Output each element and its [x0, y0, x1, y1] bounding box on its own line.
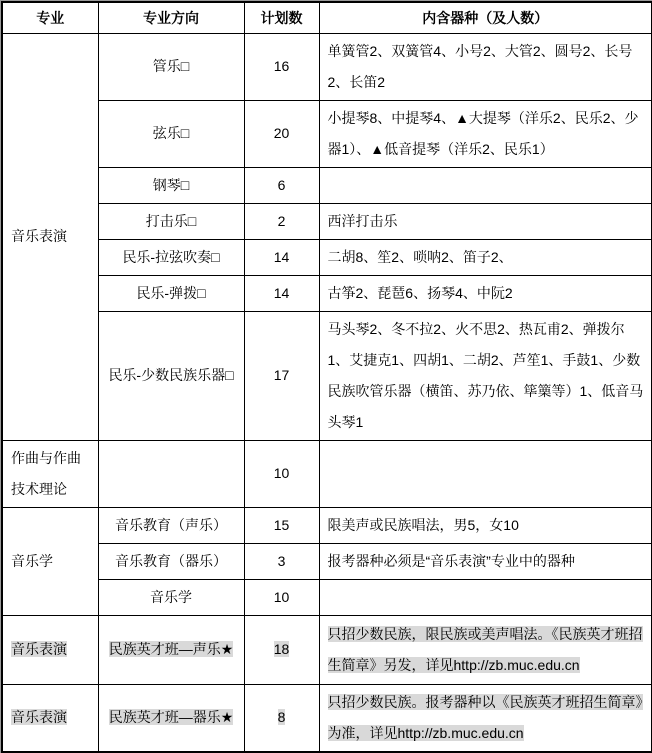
table-row: [2, 543, 652, 579]
highlighted-text: 只招少数民族，限民族或美声唱法。《民族英才班招生简章》另发，详见http://zb.muc.edu.cn: [327, 625, 643, 673]
table-row: [2, 275, 652, 311]
highlighted-text: 音乐表演: [11, 641, 67, 657]
detail-cell: [319, 615, 652, 684]
header-detail: 内含器种（及人数）: [319, 2, 652, 33]
highlighted-text: 只招少数民族。报考器种以《民族英才班招生简章》为准，详见http://zb.muc.edu.cn: [327, 693, 643, 741]
detail-cell: 古筝2、琵琶6、扬琴4、中阮2: [319, 275, 652, 311]
direction-cell: 音乐教育（声乐）: [98, 507, 244, 543]
direction-cell: 民乐-拉弦吹奏□: [98, 239, 244, 275]
highlighted-text: 18: [273, 641, 290, 657]
highlighted-text: 民族英才班—声乐★: [108, 641, 234, 657]
table-row: [2, 311, 652, 440]
detail-cell: 马头琴2、冬不拉2、火不思2、热瓦甫2、弹拨尔1、艾捷克1、四胡1、二胡2、芦笙1、手鼓1、少数民族吹管乐器（横笛、苏乃依、筚篥等）1、低音马头琴1: [319, 311, 652, 440]
header-plan: 计划数: [244, 2, 319, 33]
table-row: [2, 203, 652, 239]
direction-cell: 弦乐□: [98, 100, 244, 167]
direction-cell: [98, 440, 244, 507]
header-major: 专业: [2, 2, 98, 33]
detail-cell: 报考器种必须是“音乐表演”专业中的器种: [319, 543, 652, 579]
direction-cell: 民乐-弹拨□: [98, 275, 244, 311]
plan-cell: 17: [244, 311, 319, 440]
direction-cell: 管乐□: [98, 33, 244, 100]
table-row: [2, 33, 652, 100]
plan-cell: 6: [244, 167, 319, 203]
header-direction: 专业方向: [98, 2, 244, 33]
plan-cell: 10: [244, 579, 319, 615]
direction-cell: 音乐教育（器乐）: [98, 543, 244, 579]
table-row: [2, 239, 652, 275]
table-row: [2, 167, 652, 203]
highlighted-text: 民族英才班—器乐★: [108, 709, 234, 725]
detail-cell: 小提琴8、中提琴4、▲大提琴（洋乐2、民乐2、少器1）、▲低音提琴（洋乐2、民乐1）: [319, 100, 652, 167]
major-cell-music-performance: 音乐表演: [2, 33, 98, 440]
table-row: [2, 684, 652, 752]
detail-cell: 西洋打击乐: [319, 203, 652, 239]
plan-cell: 14: [244, 275, 319, 311]
plan-cell: 10: [244, 440, 319, 507]
detail-cell: 单簧管2、双簧管4、小号2、大管2、圆号2、长号2、长笛2: [319, 33, 652, 100]
table-row: [2, 440, 652, 507]
table-row: [2, 615, 652, 684]
major-cell-talent-instrumental: [2, 684, 98, 752]
direction-cell: 打击乐□: [98, 203, 244, 239]
plan-cell: 20: [244, 100, 319, 167]
plan-cell: 16: [244, 33, 319, 100]
table-row: [2, 100, 652, 167]
table-header-row: [2, 2, 652, 33]
highlighted-text: 8: [277, 709, 286, 725]
major-cell-composition: 作曲与作曲技术理论: [2, 440, 98, 507]
detail-cell: [319, 684, 652, 752]
plan-cell: 14: [244, 239, 319, 275]
detail-cell: [319, 167, 652, 203]
highlighted-text: 音乐表演: [11, 709, 67, 725]
direction-cell: [98, 615, 244, 684]
detail-cell: 二胡8、笙2、唢呐2、笛子2、: [319, 239, 652, 275]
plan-cell: 15: [244, 507, 319, 543]
admissions-plan-table: [1, 1, 652, 753]
detail-cell: [319, 440, 652, 507]
plan-cell: 3: [244, 543, 319, 579]
direction-cell: [98, 684, 244, 752]
table-row: [2, 579, 652, 615]
major-cell-musicology: 音乐学: [2, 507, 98, 615]
detail-cell: 限美声或民族唱法，男5，女10: [319, 507, 652, 543]
plan-cell: [244, 615, 319, 684]
direction-cell: 音乐学: [98, 579, 244, 615]
plan-cell: 2: [244, 203, 319, 239]
major-cell-talent-vocal: [2, 615, 98, 684]
direction-cell: 钢琴□: [98, 167, 244, 203]
plan-cell: [244, 684, 319, 752]
table-row: [2, 507, 652, 543]
direction-cell: 民乐-少数民族乐器□: [98, 311, 244, 440]
detail-cell: [319, 579, 652, 615]
